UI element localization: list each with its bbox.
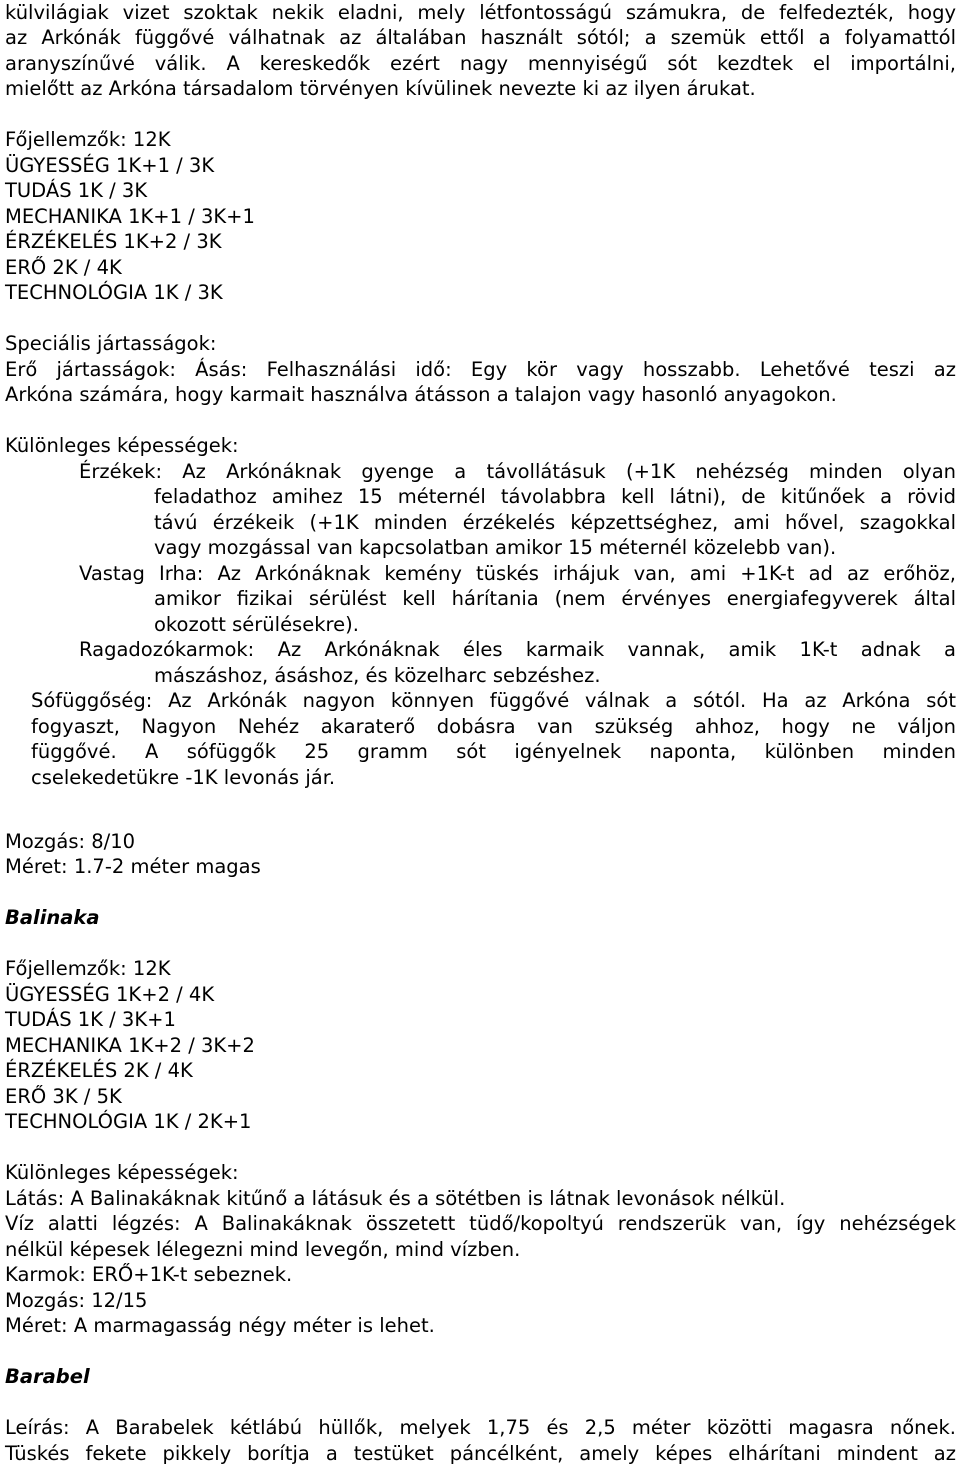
arkona-stat: TECHNOLÓGIA 1K / 3K <box>5 281 223 304</box>
balinaka-stat: ERŐ 3K / 5K <box>5 1085 122 1108</box>
balinaka-stat: ÉRZÉKELÉS 2K / 4K <box>5 1059 193 1082</box>
barabel-heading: Barabel <box>5 1365 90 1388</box>
arkona-stat: MECHANIKA 1K+1 / 3K+1 <box>5 205 255 228</box>
balinaka-stat: TUDÁS 1K / 3K+1 <box>5 1008 176 1031</box>
intro-line: aranyszínűvé válik. A kereskedők ezért nagy mennyiségű sót kezdtek el importálni, <box>5 52 956 75</box>
balinaka-line: Víz alatti légzés: A Balinakáknak összetett tüdő/kopoltyú rendszerük van, így nehézségek <box>5 1212 956 1235</box>
ability-thick-hide: Vastag Irha: Az Arkónáknak kemény tüskés irhájuk van, ami +1K-t ad az erőhöz, <box>79 562 956 585</box>
balinaka-stat: ÜGYESSÉG 1K+2 / 4K <box>5 983 215 1006</box>
ability-thick-hide-cont: amikor fizikai sérülést kell hárítania (nem érvényes energiafegyverek által <box>154 587 956 610</box>
barabel-line: Leírás: A Barabelek kétlábú hüllők, melyek 1,75 és 2,5 méter közötti magasra nőnek. <box>5 1416 956 1439</box>
balinaka-stat: Főjellemzők: 12K <box>5 957 171 980</box>
balinaka-line: nélkül képesek lélegezni mind levegőn, mind vízben. <box>5 1238 521 1261</box>
intro-line: az Arkónák függővé válhatnak az általában használt sótól; a szemük ettől a folyamattól <box>5 26 956 49</box>
ability-senses-cont: feladathoz amihez 15 méternél távolabbra kell látni), de kitűnőek a rövid <box>154 485 956 508</box>
arkona-stat: ÉRZÉKELÉS 1K+2 / 3K <box>5 230 222 253</box>
ability-claws-cont: mászáshoz, ásáshoz, és közelharc sebzéshez. <box>154 664 601 687</box>
skill-line: Arkóna számára, hogy karmait használva átásson a talajon vagy hasonló anyagokon. <box>5 383 837 406</box>
intro-line: mielőtt az Arkóna társadalom törvényen kívülinek nevezte ki az ilyen árukat. <box>5 77 756 100</box>
balinaka-line: Karmok: ERŐ+1K-t sebeznek. <box>5 1263 293 1286</box>
ability-senses-cont: távú érzékeik (+1K minden érzékelés képzettséghez, ami hővel, szagokkal <box>154 511 956 534</box>
skill-line: Erő jártasságok: Ásás: Felhasználási idő: Egy kör vagy hosszabb. Lehetővé teszi az <box>5 358 956 381</box>
salt-addiction: fogyaszt, Nagyon Nehéz akaraterő dobásra van szükség ahhoz, hogy ne váljon <box>31 715 956 738</box>
balinaka-abilities-heading: Különleges képességek: <box>5 1161 239 1184</box>
ability-senses: Érzékek: Az Arkónáknak gyenge a távollátásuk (+1K nehézség minden olyan <box>79 460 956 483</box>
salt-addiction: cselekedetükre -1K levonás jár. <box>31 766 336 789</box>
arkona-movement: Mozgás: 8/10 <box>5 830 136 853</box>
special-skills-heading: Speciális jártasságok: <box>5 332 217 355</box>
arkona-stat: Főjellemzők: 12K <box>5 128 171 151</box>
salt-addiction: Sófüggőség: Az Arkónák nagyon könnyen függővé válnak a sótól. Ha az Arkóna sót <box>31 689 956 712</box>
arkona-stat: ÜGYESSÉG 1K+1 / 3K <box>5 154 215 177</box>
abilities-heading: Különleges képességek: <box>5 434 239 457</box>
arkona-stat: TUDÁS 1K / 3K <box>5 179 148 202</box>
salt-addiction: függővé. A sófüggők 25 gramm sót igényelnek naponta, különben minden <box>31 740 956 763</box>
balinaka-line: Méret: A marmagasság négy méter is lehet. <box>5 1314 435 1337</box>
balinaka-stat: TECHNOLÓGIA 1K / 2K+1 <box>5 1110 252 1133</box>
balinaka-line: Látás: A Balinakáknak kitűnő a látásuk és a sötétben is látnak levonások nélkül. <box>5 1187 786 1210</box>
ability-claws: Ragadozókarmok: Az Arkónáknak éles karmaik vannak, amik 1K-t adnak a <box>79 638 956 661</box>
ability-thick-hide-cont: okozott sérülésekre). <box>154 613 359 636</box>
balinaka-stat: MECHANIKA 1K+2 / 3K+2 <box>5 1034 255 1057</box>
balinaka-heading: Balinaka <box>5 906 100 929</box>
arkona-size: Méret: 1.7-2 méter magas <box>5 855 261 878</box>
intro-line: külvilágiak vizet szoktak nekik eladni, mely létfontosságú számukra, de felfedezték, hogy <box>5 1 956 24</box>
ability-senses-cont: vagy mozgással van kapcsolatban amikor 15 méternél közelebb van). <box>154 536 837 559</box>
balinaka-line: Mozgás: 12/15 <box>5 1289 148 1312</box>
barabel-line: Tüskés fekete pikkely borítja a testüket páncélként, amely képes elhárítani mindent az <box>5 1442 956 1465</box>
arkona-stat: ERŐ 2K / 4K <box>5 256 122 279</box>
